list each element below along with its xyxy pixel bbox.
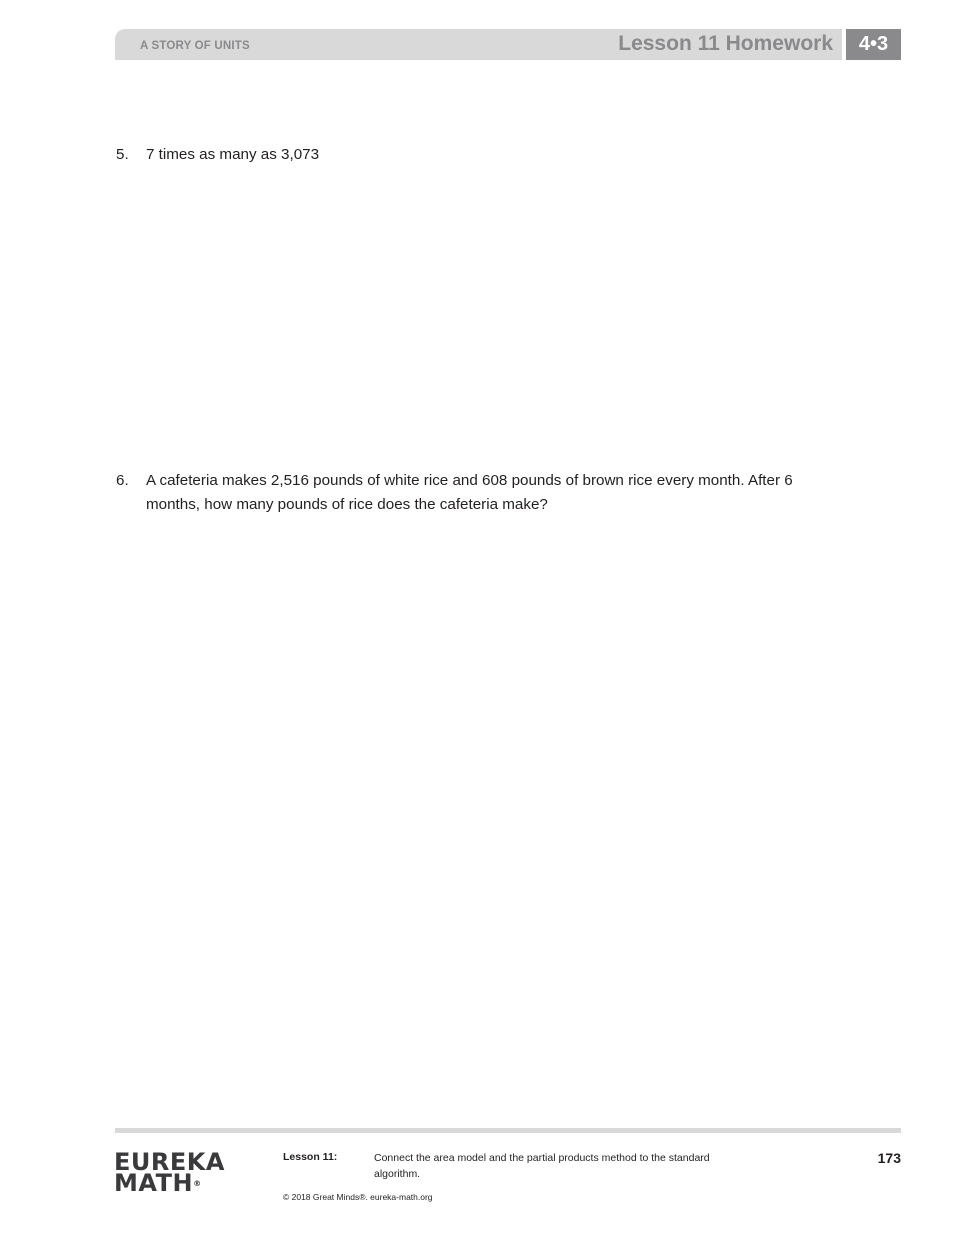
module-badge: 4•3 — [846, 29, 901, 60]
problem-6 — [116, 469, 846, 517]
problem-text: 7 times as many as 3,073 — [146, 146, 320, 163]
problem-number: 6. — [116, 472, 129, 489]
eureka-math-logo — [114, 1148, 225, 1197]
problem-text: A cafeteria makes 2,516 pounds of white rice and 608 pounds of brown rice every month. After 6 months, how many pounds of rice does the cafeteria make? — [146, 472, 793, 513]
logo-line-2: MATH — [114, 1169, 194, 1197]
footer-rule — [115, 1128, 901, 1133]
footer-copyright: © 2018 Great Minds®. eureka-math.org — [283, 1192, 433, 1202]
series-label: A STORY OF UNITS — [140, 40, 250, 52]
logo-line-1: EUREKA — [114, 1148, 225, 1176]
lesson-title: Lesson 11 Homework — [618, 32, 833, 55]
registered-mark: ® — [193, 1179, 202, 1188]
footer-lesson-description: Connect the area model and the partial products method to the standard algorithm. — [374, 1152, 710, 1180]
problem-5 — [116, 143, 846, 167]
page-number: 173 — [877, 1150, 901, 1166]
problem-number: 5. — [116, 146, 129, 163]
footer-lesson-label: Lesson 11: — [283, 1151, 338, 1163]
